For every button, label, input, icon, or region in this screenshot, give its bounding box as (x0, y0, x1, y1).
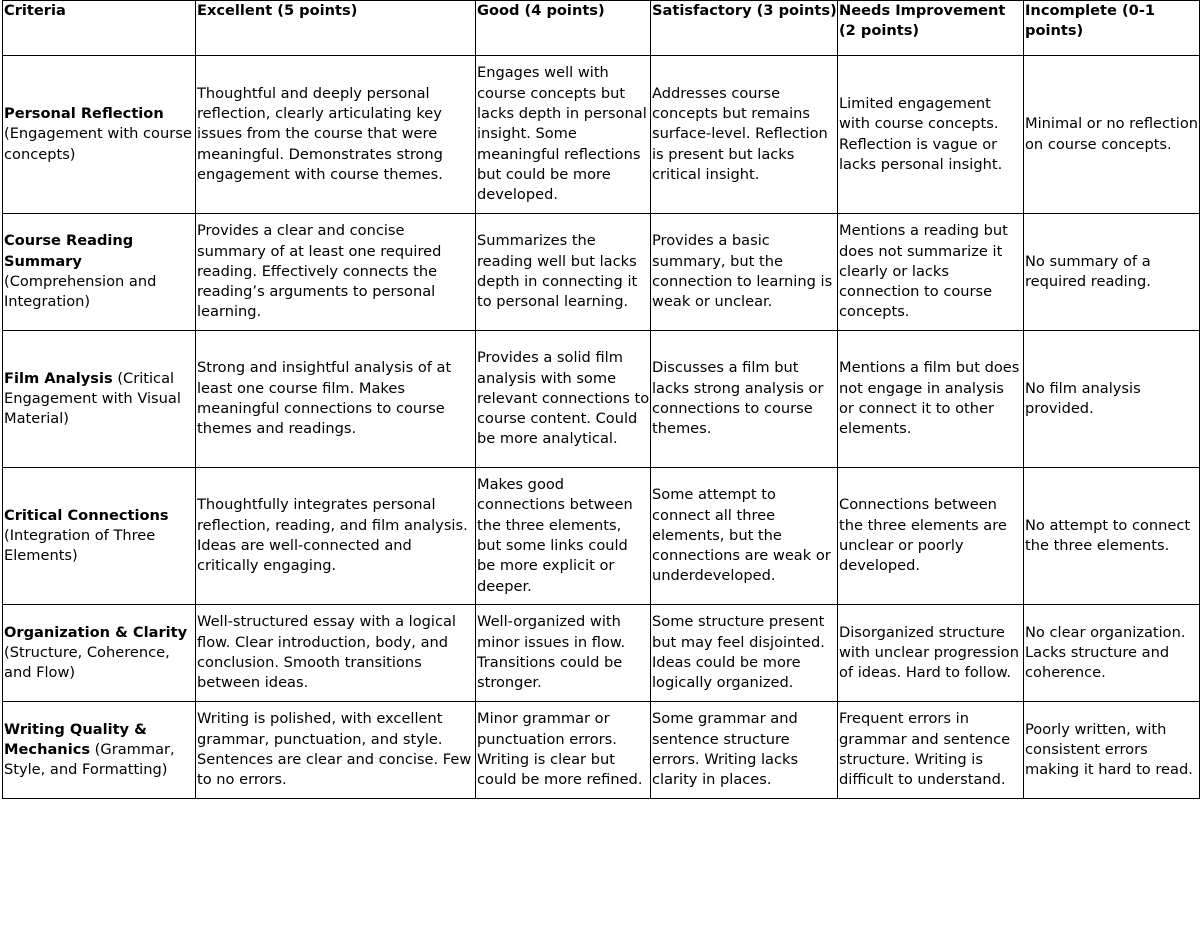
criteria-cell (3, 468, 196, 605)
incomplete-cell: No attempt to connect the three elements. (1024, 468, 1200, 605)
criteria-cell (3, 214, 196, 331)
excellent-cell: Well-structured essay with a logical flow. Clear introduction, body, and conclusion. Smooth transitions between ideas. (196, 605, 476, 702)
criteria-title: Organization & Clarity (4, 623, 188, 641)
good-cell: Minor grammar or punctuation errors. Writing is clear but could be more refined. (476, 702, 651, 799)
header-row (3, 1, 1200, 56)
table-row (3, 605, 1200, 702)
criteria-cell (3, 702, 196, 799)
excellent-cell: Thoughtfully integrates personal reflection, reading, and film analysis. Ideas are well-connected and critically engaging. (196, 468, 476, 605)
criteria-title: Personal Reflection (4, 105, 164, 123)
header-good: Good (4 points) (476, 1, 651, 56)
satisfactory-cell: Discusses a film but lacks strong analysis or connections to course themes. (651, 331, 838, 468)
needs-improvement-cell: Frequent errors in grammar and sentence structure. Writing is difficult to understand. (838, 702, 1024, 799)
table-row (3, 702, 1200, 799)
needs-improvement-cell: Limited engagement with course concepts. Reflection is vague or lacks personal insight. (838, 56, 1024, 214)
good-cell: Engages well with course concepts but lacks depth in personal insight. Some meaningful reflections but could be more developed. (476, 56, 651, 214)
needs-improvement-cell: Disorganized structure with unclear progression of ideas. Hard to follow. (838, 605, 1024, 702)
criteria-subtitle: (Engagement with course concepts) (4, 125, 192, 163)
header-criteria: Criteria (3, 1, 196, 56)
header-needs-improvement: Needs Improvement (2 points) (838, 1, 1024, 56)
header-satisfactory: Satisfactory (3 points) (651, 1, 838, 56)
needs-improvement-cell: Mentions a reading but does not summarize it clearly or lacks connection to course concepts. (838, 214, 1024, 331)
satisfactory-cell: Some grammar and sentence structure errors. Writing lacks clarity in places. (651, 702, 838, 799)
satisfactory-cell: Some structure present but may feel disjointed. Ideas could be more logically organized. (651, 605, 838, 702)
excellent-cell: Strong and insightful analysis of at least one course film. Makes meaningful connections to course themes and readings. (196, 331, 476, 468)
table-row (3, 214, 1200, 331)
needs-improvement-cell: Connections between the three elements are unclear or poorly developed. (838, 468, 1024, 605)
rubric-table (2, 0, 1200, 799)
criteria-subtitle: (Grammar, Style, and Formatting) (4, 740, 175, 779)
incomplete-cell: No film analysis provided. (1024, 331, 1200, 468)
criteria-cell (3, 331, 196, 468)
excellent-cell: Thoughtful and deeply personal reflection, clearly articulating key issues from the course that were meaningful. Demonstrates strong engagement with course themes. (196, 56, 476, 214)
criteria-title: Film Analysis (4, 369, 113, 387)
good-cell: Summarizes the reading well but lacks depth in connecting it to personal learning. (476, 214, 651, 331)
criteria-cell (3, 605, 196, 702)
incomplete-cell: Poorly written, with consistent errors making it hard to read. (1024, 702, 1200, 799)
criteria-title: Critical Connections (4, 506, 169, 524)
incomplete-cell: Minimal or no reflection on course concepts. (1024, 56, 1200, 214)
table-row (3, 468, 1200, 605)
needs-improvement-cell: Mentions a film but does not engage in analysis or connect it to other elements. (838, 331, 1024, 468)
criteria-subtitle: (Integration of Three Elements) (4, 526, 156, 565)
satisfactory-cell: Some attempt to connect all three elements, but the connections are weak or underdeveloped. (651, 468, 838, 605)
criteria-title: Course Reading Summary (4, 232, 134, 270)
good-cell: Well-organized with minor issues in flow. Transitions could be stronger. (476, 605, 651, 702)
criteria-title: Writing Quality & Mechanics (4, 720, 147, 758)
header-incomplete: Incomplete (0-1 points) (1024, 1, 1200, 56)
incomplete-cell: No clear organization. Lacks structure and coherence. (1024, 605, 1200, 702)
excellent-cell: Provides a clear and concise summary of at least one required reading. Effectively connects the reading’s arguments to personal learning. (196, 214, 476, 331)
good-cell: Makes good connections between the three elements, but some links could be more explicit or deeper. (476, 468, 651, 605)
incomplete-cell: No summary of a required reading. (1024, 214, 1200, 331)
criteria-subtitle: (Critical Engagement with Visual Material) (4, 369, 181, 428)
criteria-subtitle: (Structure, Coherence, and Flow) (4, 643, 170, 682)
criteria-subtitle: (Comprehension and Integration) (4, 273, 157, 311)
table-row (3, 56, 1200, 214)
criteria-cell (3, 56, 196, 214)
good-cell: Provides a solid film analysis with some relevant connections to course content. Could be more analytical. (476, 331, 651, 468)
excellent-cell: Writing is polished, with excellent grammar, punctuation, and style. Sentences are clear and concise. Few to no errors. (196, 702, 476, 799)
satisfactory-cell: Addresses course concepts but remains surface-level. Reflection is present but lacks critical insight. (651, 56, 838, 214)
header-excellent: Excellent (5 points) (196, 1, 476, 56)
table-row (3, 331, 1200, 468)
satisfactory-cell: Provides a basic summary, but the connection to learning is weak or unclear. (651, 214, 838, 331)
